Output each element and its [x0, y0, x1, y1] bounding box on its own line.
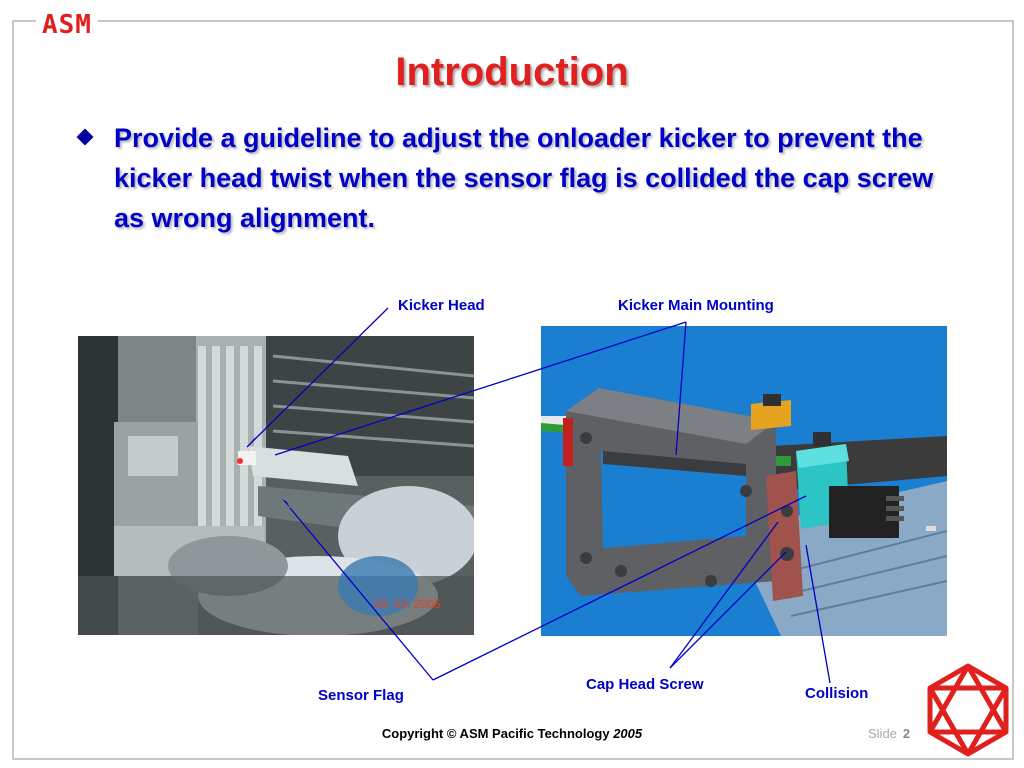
- label-sensor-flag: Sensor Flag: [318, 687, 404, 704]
- asm-corner-logo-icon: [920, 660, 1016, 760]
- bullet-point: [72, 118, 952, 238]
- label-cap-head-screw: Cap Head Screw: [586, 676, 704, 693]
- slide-title: Introduction: [395, 50, 629, 94]
- cad-render: [541, 326, 947, 636]
- copyright-text: Copyright © ASM Pacific Technology: [381, 726, 610, 741]
- diamond-bullet-icon: [77, 129, 94, 146]
- label-collision: Collision: [805, 685, 869, 702]
- label-kicker-main-mounting: Kicker Main Mounting: [618, 297, 774, 314]
- machine-photo: [78, 336, 474, 635]
- bullet-text: Provide a guideline to adjust the onloader kicker to prevent the kicker head twist when the sensor flag is collided the cap screw as wrong alignment.: [114, 123, 934, 233]
- copyright-year: 2005: [613, 726, 643, 741]
- slide-label: Slide: [868, 726, 897, 741]
- photo-date-stamp: 28. 09. 2005: [374, 597, 441, 611]
- asm-logo-text: ASM: [36, 8, 98, 42]
- slide-number: [868, 726, 910, 741]
- label-kicker-head: Kicker Head: [398, 297, 485, 314]
- slide-number-value: 2: [902, 726, 911, 741]
